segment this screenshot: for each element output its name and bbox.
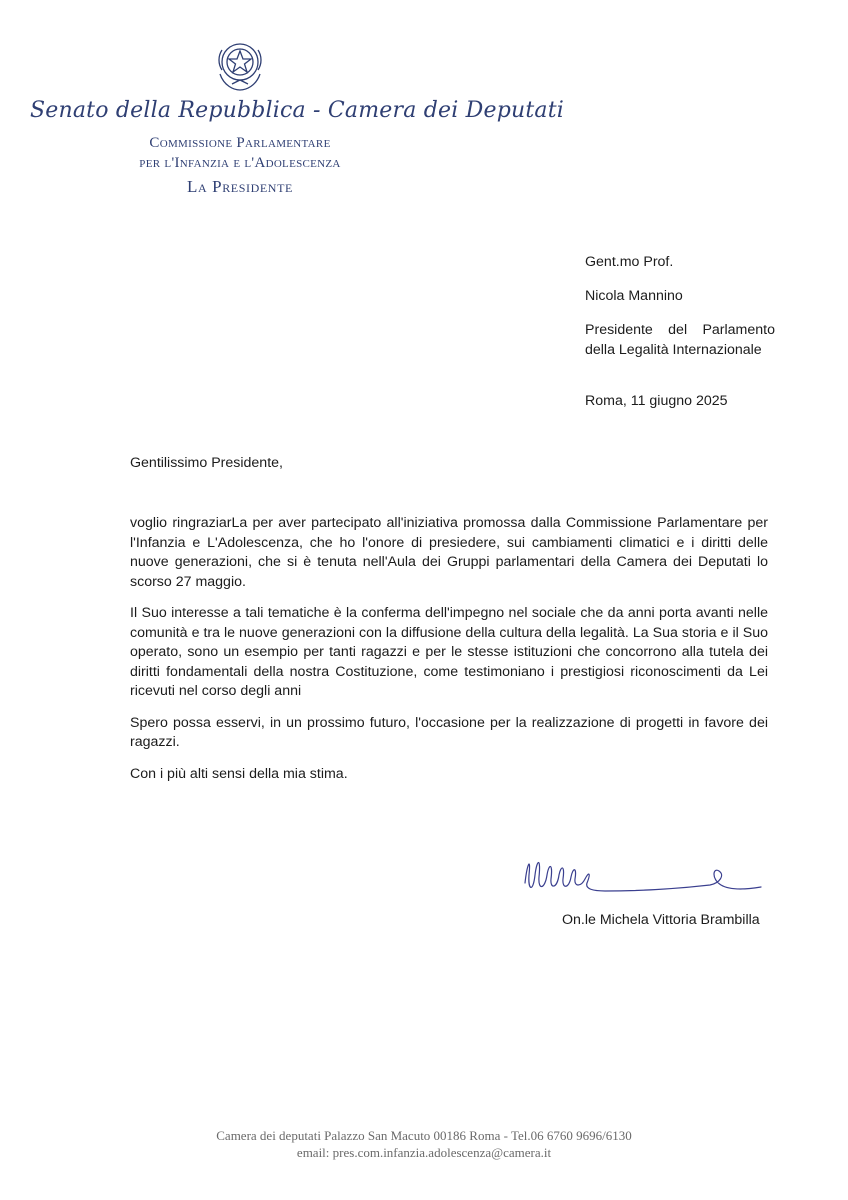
letterhead bbox=[30, 34, 565, 197]
body-paragraph-2: Il Suo interesse a tali tematiche è la conferma dell'impegno nel sociale che da anni porta avanti nelle comunità e tra le nuove generazioni con la diffusione della cultura della legalità. La Sua storia e il Suo operato, sono un esempio per tanti ragazzi e per le stesse istituzioni che concorrono alla tutela dei diritti fondamentali della nostra Costituzione, come testimoniano i prestigiosi riconoscimenti da Lei ricevuti nel corso degli anni bbox=[130, 605, 768, 699]
body-paragraph-1: voglio ringraziarLa per aver partecipato all'iniziativa promossa dalla Commissione Parlamentare per l'Infanzia e L'Adolescenza, che ho l'onore di presiedere, sui cambiamenti climatici e i diritti delle nuove generazioni, che si è tenuta nell'Aula dei Gruppi parlamentari della Camera dei Deputati lo scorso 27 maggio. bbox=[130, 515, 768, 590]
signer-name: On.le Michela Vittoria Brambilla bbox=[562, 912, 760, 928]
commission-line-2: per l'Infanzia e l'Adolescenza bbox=[139, 155, 341, 171]
footer bbox=[0, 1127, 848, 1161]
recipient-name: Nicola Mannino bbox=[585, 288, 683, 304]
handwritten-signature-icon bbox=[515, 845, 765, 905]
salutation: Gentilissimo Presidente, bbox=[130, 455, 283, 471]
letter-date: Roma, 11 giugno 2025 bbox=[585, 393, 728, 409]
commission-line-1: Commissione Parlamentare bbox=[149, 135, 331, 151]
recipient-block bbox=[585, 252, 775, 360]
president-title: La Presidente bbox=[187, 177, 293, 196]
footer-email: email: pres.com.infanzia.adolescenza@camera.it bbox=[296, 1145, 552, 1160]
closing-line: Con i più alti sensi della mia stima. bbox=[130, 765, 348, 782]
commission-name bbox=[30, 133, 450, 173]
institution-name: Senato della Repubblica - Camera dei Deputati bbox=[30, 98, 565, 123]
recipient-honorific: Gent.mo Prof. bbox=[585, 254, 674, 270]
italian-republic-emblem-icon bbox=[210, 34, 270, 94]
letter-body bbox=[130, 514, 768, 796]
body-paragraph-3: Spero possa esservi, in un prossimo futuro, l'occasione per la realizzazione di progetti in favore dei ragazzi. bbox=[130, 714, 768, 750]
recipient-role: Presidente del Parlamento della Legalità Internazionale bbox=[585, 322, 775, 358]
footer-address: Camera dei deputati Palazzo San Macuto 00186 Roma - Tel.06 6760 9696/6130 bbox=[216, 1128, 632, 1143]
